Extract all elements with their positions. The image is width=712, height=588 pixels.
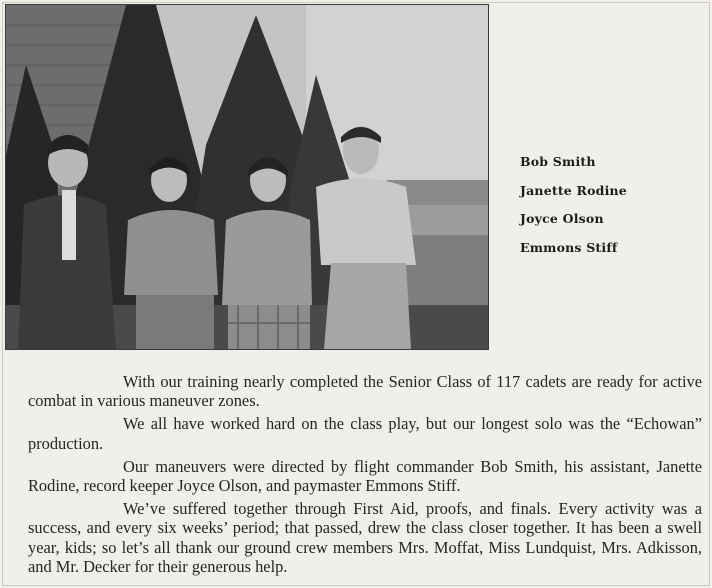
paragraph: We all have worked hard on the class play, but our longest solo was the “Echowan” production. — [28, 414, 702, 453]
paragraph: With our training nearly completed the Senior Class of 117 cadets are ready for active combat in various maneuver zones. — [28, 372, 702, 411]
caption-name: Janette Rodine — [520, 182, 627, 198]
caption-name: Joyce Olson — [520, 211, 604, 226]
group-photo — [5, 4, 489, 350]
caption-name: Emmons Stiff — [520, 239, 618, 255]
article-text — [28, 372, 702, 580]
paragraph: Our maneuvers were directed by flight commander Bob Smith, his assistant, Janette Rodine, record keeper Joyce Olson, and paymaster Emmons Stiff. — [28, 456, 702, 496]
photo-caption-names — [520, 148, 627, 262]
group-photo-image — [6, 5, 488, 349]
paragraph: We’ve suffered together through First Aid, proofs, and finals. Every activity was a success, and every six weeks’ period; that passed, drew the class closer together. It has been a swell year, kids; so let’s all thank our ground crew members Mrs. Moffat, Miss Lundquist, Mrs. Adkisson, and Mr. Decker for their generous help. — [28, 499, 702, 576]
caption-name: Bob Smith — [520, 154, 596, 169]
